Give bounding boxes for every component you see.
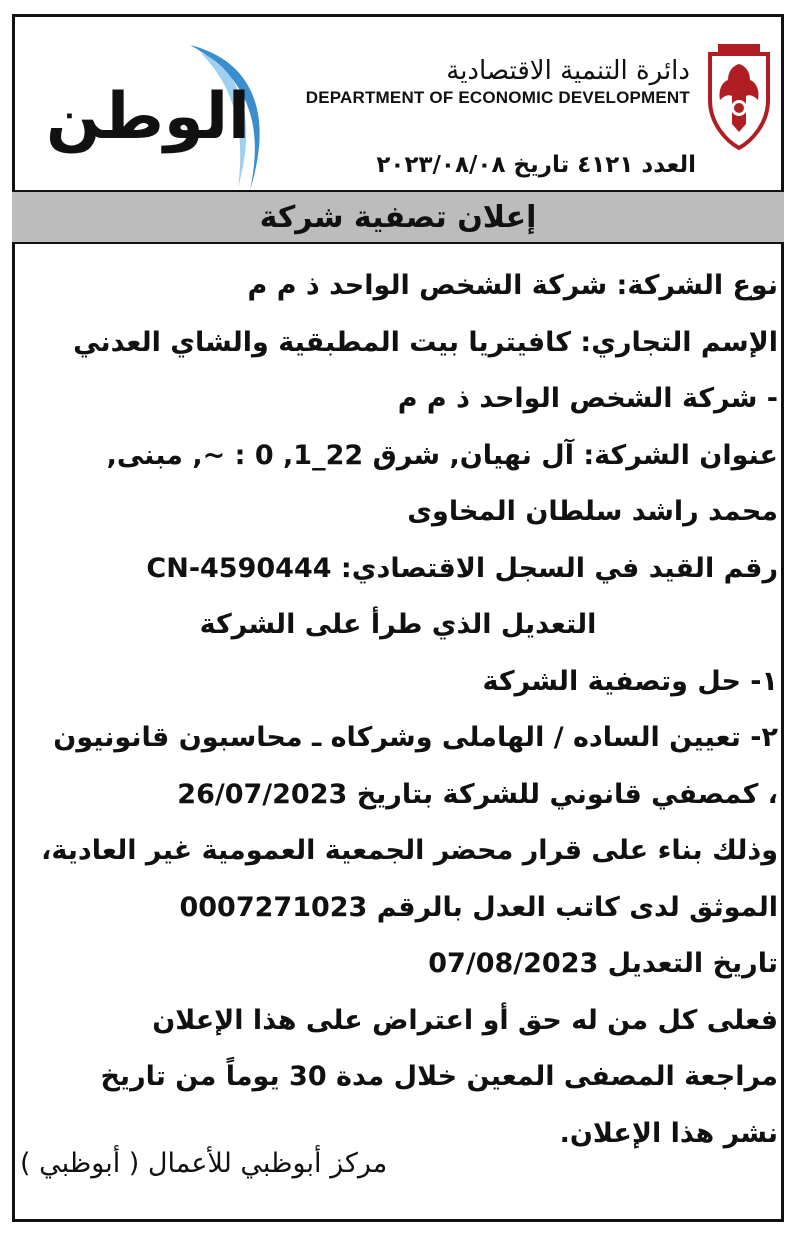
objection-line-2: مراجعة المصفى المعين خلال مدة 30 يوماً من تاريخ xyxy=(100,1061,778,1092)
title-banner xyxy=(12,190,784,244)
issue-line: العدد ٤١٢١ تاريخ ٢٠٢٣/٠٨/٠٨ xyxy=(376,152,696,178)
objection-line-3: نشر هذا الإعلان. xyxy=(559,1117,778,1149)
falcon-emblem-icon xyxy=(704,40,774,150)
amendment-heading: التعديل الذي طرأ على الشركة xyxy=(199,609,597,640)
address-line-2: محمد راشد سلطان المخاوى xyxy=(407,496,778,527)
amendment-item-2-line-2: ، كمصفي قانوني للشركة بتاريخ 26/07/2023 xyxy=(177,778,778,810)
objection-line-1: فعلى كل من له حق أو اعتراض على هذا الإعلان xyxy=(152,1004,778,1036)
department-name-ar: دائرة التنمية الاقتصادية xyxy=(446,56,690,86)
amendment-item-1: ١- حل وتصفية الشركة xyxy=(482,665,778,697)
footer-source: مركز أبوظبي للأعمال ( أبوظبي ) xyxy=(20,1148,388,1179)
notice-title: إعلان تصفية شركة xyxy=(259,199,537,235)
newspaper-logo-text: الوطن xyxy=(46,80,250,154)
basis-line-2: الموثق لدى كاتب العدل بالرقم 0007271023 xyxy=(179,891,778,923)
department-block xyxy=(306,56,690,108)
trade-name-line-1: الإسم التجاري: كافيتريا بيت المطبقية والشاي العدني xyxy=(73,326,778,358)
amendment-date: تاريخ التعديل 07/08/2023 xyxy=(428,948,778,979)
basis-line-1: وذلك بناء على قرار محضر الجمعية العمومية غير العادية، xyxy=(41,835,778,866)
trade-name-line-2: - شركة الشخص الواحد ذ م م xyxy=(397,383,778,414)
registration-number: رقم القيد في السجل الاقتصادي: CN-4590444 xyxy=(146,552,778,584)
address-line-1: عنوان الشركة: آل نهيان, شرق 22_1, 0 : ~, مبنى, xyxy=(106,439,778,471)
company-type: نوع الشركة: شركة الشخص الواحد ذ م م xyxy=(247,270,778,301)
amendment-item-2-line-1: ٢- تعيين الساده / الهاملى وشركاه ـ محاسبون قانونيون xyxy=(53,722,778,753)
notice-body xyxy=(18,258,778,1162)
department-name-en: DEPARTMENT OF ECONOMIC DEVELOPMENT xyxy=(305,88,690,107)
newspaper-logo xyxy=(20,22,260,172)
